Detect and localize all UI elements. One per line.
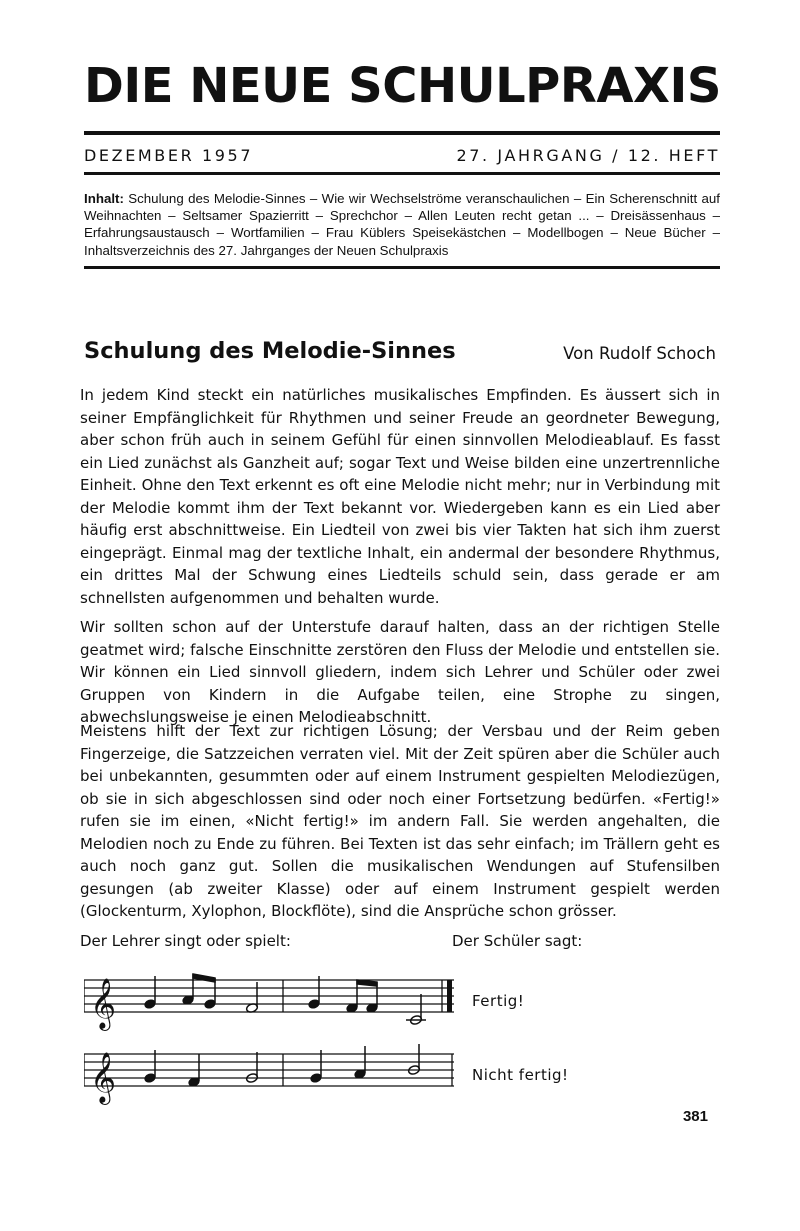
issue-line [84, 146, 720, 165]
pupil-label: Der Schüler sagt: [452, 932, 583, 950]
article-paragraph-3: Meistens hilft der Text zur richtigen Lösung; der Versbau und der Reim geben Fingerzeige, die Satzzeichen verraten viel. Mit der Zeit spüren aber die Schüler auch bei unbekannten, gesummten oder auf einem Instrument gespielten Melodiezügen, ob sie in sich abgeschlossen sind oder noch einer Fortsetzung bedürfen. «Fertig!» rufen sie im einen, «Nicht fertig!» im andern Fall. Sie werden angehalten, die Melodien noch zu Ende zu führen. Bei Texten ist das sehr einfach; im Trällern geht es auch noch ganz gut. Sollen die musikalischen Wendungen auf Stufensilben gesungen (ab zweiter Klasse) oder auf einem Instrument gespielt werden (Glockenturm, Xylophon, Blockflöte), sind die Ansprüche schon grösser. [80, 722, 720, 920]
teacher-label: Der Lehrer singt oder spielt: [80, 932, 291, 950]
answer-unfinished: Nicht fertig! [472, 1066, 569, 1084]
page-number: 381 [682, 1108, 708, 1125]
article-title: Schulung des Melodie-Sinnes [84, 338, 456, 364]
issue-date: DEZEMBER 1957 [84, 146, 254, 165]
staff-lines [84, 980, 454, 1012]
treble-clef-icon: 𝄞 [90, 1052, 117, 1103]
contents-text: Schulung des Melodie-Sinnes – Wie wir Wechselströme veranschaulichen – Ein Scherenschnitt auf Weihnachten – Seltsamer Spazierritt – Sprechchor – Allen Leuten recht getan ... – Dreisässenhaus – Erfahrungsaustausch – Wortfamilien – Frau Küblers Speisekästchen – Modellbogen – Neue Bücher – Inhaltsverzeichnis des 27. Jahrganges der Neuen Schulpraxis [84, 191, 721, 258]
melody-notes-2 [144, 1044, 420, 1087]
masthead-rule-top [84, 131, 720, 135]
music-example-finished [84, 968, 464, 1038]
melody-notes [144, 974, 426, 1025]
staff-lines-2 [84, 1054, 454, 1086]
article-paragraph-2: Wir sollten schon auf der Unterstufe darauf halten, dass an der richtigen Stelle geatmet wird; falsche Einschnitte zerstören den Fluss der Melodie und entstellen sie. Wir können ein Lied sinnvoll gliedern, indem sich Lehrer und Schüler oder zwei Gruppen von Kindern in die Aufgabe teilen, eine Strophe zu singen, abwechslungsweise je einen Melodieabschnitt. [80, 618, 720, 726]
contents-label: Inhalt: [84, 191, 124, 206]
contents-rule [84, 266, 720, 269]
masthead-rule-bottom [84, 172, 720, 175]
masthead-title: DIE NEUE SCHULPRAXIS [84, 58, 721, 114]
treble-clef-icon: 𝄞 [90, 978, 117, 1029]
article-byline: Von Rudolf Schoch [563, 344, 716, 363]
article-paragraph-1: In jedem Kind steckt ein natürliches musikalisches Empfinden. Es äussert sich in seiner Empfänglichkeit für Rhythmen und seiner Freude an geordneter Bewegung, aber schon früh auch in seinem Gefühl für einen sinnvollen Melodieablauf. Es fasst ein Lied zunächst als Ganzheit auf; sogar Text und Weise bilden eine unzertrennliche Einheit. Ohne den Text erkennt es oft eine Melodie nicht mehr; nur in Verbindung mit der Melodie kommt ihm der Text bekannt vor. Wiedergeben kann es ein Lied aber häufig erst abschnittweise. Ein Liedteil von zwei bis vier Takten hat sich ihm zuerst eingeprägt. Einmal mag der textliche Inhalt, ein andermal der besondere Rhythmus, ein drittes Mal der Schwung eines Liedteils schuld sein, dass gerade er am schnellsten aufgenommen und behalten wurde. [80, 386, 720, 607]
table-of-contents [84, 190, 720, 259]
issue-number: 27. JAHRGANG / 12. HEFT [456, 146, 720, 165]
answer-finished: Fertig! [472, 992, 525, 1010]
final-barline [447, 980, 452, 1012]
music-example-unfinished [84, 1042, 464, 1112]
